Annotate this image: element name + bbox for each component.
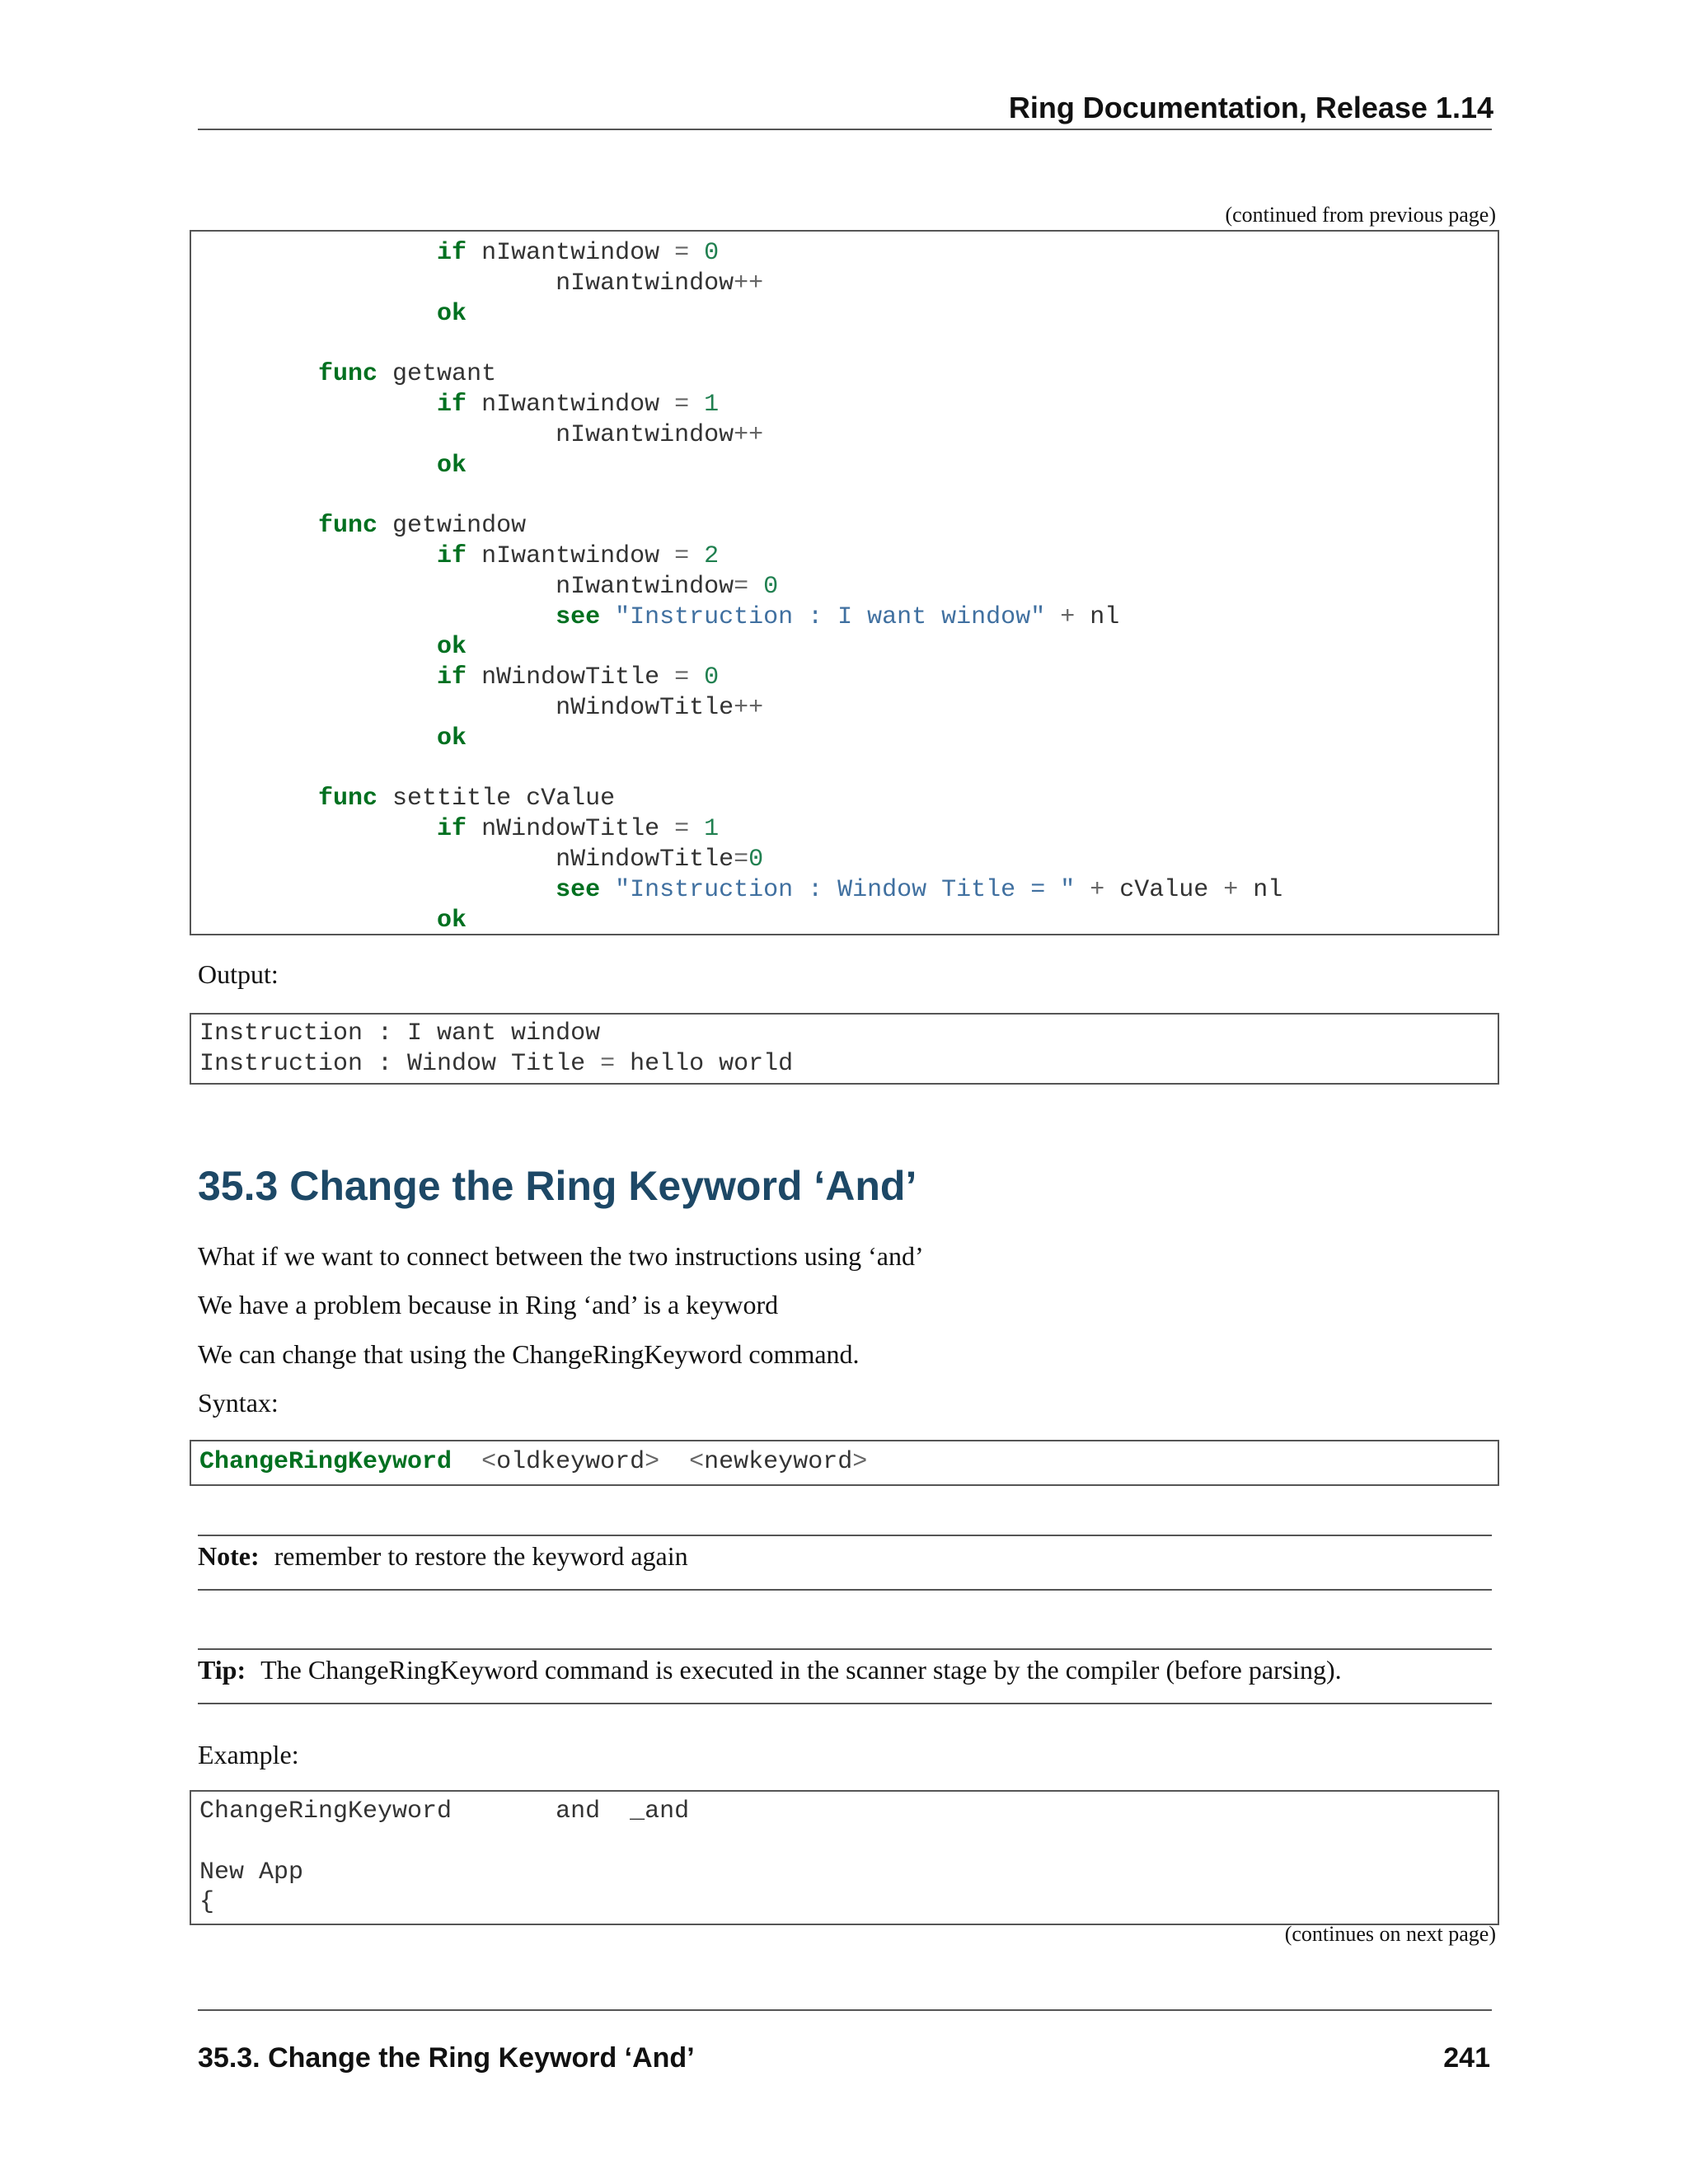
code-operator: ++ bbox=[734, 693, 764, 722]
code-number: 1 bbox=[704, 815, 720, 844]
code-text bbox=[199, 907, 437, 935]
code-keyword: func bbox=[318, 785, 378, 813]
code-line bbox=[199, 876, 1282, 904]
code-text bbox=[199, 603, 556, 631]
code-string: "Instruction : Window Title = " bbox=[615, 875, 1076, 904]
code-text: hello world bbox=[615, 1049, 794, 1078]
code-text bbox=[689, 663, 704, 691]
code-keyword: ok bbox=[437, 451, 467, 480]
code-text bbox=[199, 452, 437, 480]
code-line bbox=[199, 1888, 214, 1916]
output-label: Output: bbox=[198, 959, 279, 989]
paragraph-change-command: We can change that using the ChangeRingKeyword command. bbox=[198, 1339, 860, 1369]
code-text: nl bbox=[1075, 602, 1120, 631]
code-text bbox=[199, 785, 318, 813]
code-line bbox=[199, 360, 496, 388]
code-text: nIwantwindow bbox=[467, 390, 675, 419]
code-operator: = bbox=[734, 572, 749, 601]
header-rule bbox=[198, 129, 1492, 130]
code-text: Instruction : Window Title bbox=[199, 1049, 601, 1078]
code-operator: ++ bbox=[734, 420, 764, 449]
code-text bbox=[199, 663, 437, 691]
continued-from-note: (continued from previous page) bbox=[1225, 203, 1496, 227]
code-text bbox=[199, 360, 318, 388]
code-text bbox=[600, 603, 615, 631]
code-operator: ++ bbox=[734, 269, 764, 298]
code-number: 0 bbox=[763, 572, 779, 601]
code-text bbox=[199, 542, 437, 570]
code-text: getwant bbox=[377, 360, 497, 389]
code-text: New App bbox=[199, 1858, 304, 1886]
example-listing bbox=[191, 1792, 1498, 1918]
code-operator: = bbox=[674, 663, 690, 692]
code-text bbox=[199, 512, 318, 540]
code-text bbox=[199, 391, 437, 419]
running-header-title: Ring Documentation, Release 1.14 bbox=[1008, 91, 1493, 124]
code-operator: = bbox=[674, 390, 690, 419]
code-text: { bbox=[199, 1888, 215, 1917]
tip-label: Tip: bbox=[198, 1655, 246, 1685]
code-keyword: see bbox=[556, 875, 601, 904]
code-line bbox=[199, 573, 778, 601]
code-string: "Instruction : I want window" bbox=[615, 602, 1046, 631]
code-line bbox=[199, 1019, 600, 1047]
code-line bbox=[199, 663, 719, 691]
tip-text: The ChangeRingKeyword command is executed in the scanner stage by the compiler (before parsing). bbox=[260, 1655, 1342, 1685]
code-text: oldkeyword bbox=[496, 1448, 645, 1476]
code-line bbox=[199, 694, 763, 722]
code-listing bbox=[191, 232, 1498, 935]
tip-admonition bbox=[198, 1655, 1492, 1685]
code-text bbox=[689, 391, 704, 419]
code-number: 0 bbox=[704, 239, 720, 267]
code-line bbox=[199, 300, 467, 328]
code-operator: = bbox=[734, 845, 749, 874]
code-keyword: if bbox=[437, 239, 467, 267]
code-keyword: see bbox=[556, 602, 601, 631]
code-operator: + bbox=[1223, 875, 1239, 904]
code-text: Instruction : I want window bbox=[199, 1019, 601, 1047]
code-text bbox=[199, 724, 437, 752]
paragraph-connect-and: What if we want to connect between the two instructions using ‘and’ bbox=[198, 1241, 924, 1271]
code-text bbox=[1075, 876, 1090, 904]
code-operator: > bbox=[645, 1448, 660, 1476]
code-text: ChangeRingKeyword and _and bbox=[199, 1797, 690, 1825]
code-line bbox=[199, 391, 719, 419]
code-text bbox=[199, 239, 437, 267]
code-text bbox=[600, 876, 615, 904]
output-listing bbox=[191, 1015, 1498, 1080]
code-text bbox=[452, 1448, 481, 1476]
note-label: Note: bbox=[198, 1541, 260, 1571]
code-line bbox=[199, 1797, 689, 1825]
code-keyword: if bbox=[437, 663, 467, 692]
code-text bbox=[1045, 603, 1060, 631]
code-operator: < bbox=[689, 1448, 705, 1476]
code-keyword: ok bbox=[437, 906, 467, 935]
code-operator: > bbox=[852, 1448, 868, 1476]
code-text: nIwantwindow bbox=[199, 572, 734, 601]
code-text: nIwantwindow bbox=[467, 541, 675, 570]
code-block-continued bbox=[190, 230, 1499, 935]
code-line bbox=[199, 1448, 867, 1476]
code-line bbox=[199, 785, 615, 813]
syntax-block bbox=[190, 1440, 1499, 1486]
code-text bbox=[199, 815, 437, 843]
code-text: getwindow bbox=[377, 512, 527, 541]
code-keyword: if bbox=[437, 815, 467, 844]
code-keyword: ok bbox=[437, 633, 467, 662]
tip-bottom-rule bbox=[198, 1703, 1492, 1704]
code-keyword: ok bbox=[437, 724, 467, 752]
code-text: nWindowTitle bbox=[467, 663, 675, 692]
code-text bbox=[659, 1448, 689, 1476]
code-text bbox=[199, 633, 437, 661]
code-line bbox=[199, 815, 719, 843]
code-operator: + bbox=[1090, 875, 1105, 904]
code-line bbox=[199, 633, 467, 661]
code-line bbox=[199, 907, 467, 935]
section-heading: 35.3 Change the Ring Keyword ‘And’ bbox=[198, 1163, 917, 1209]
code-text bbox=[689, 239, 704, 267]
continues-on-note: (continues on next page) bbox=[1284, 1922, 1496, 1946]
code-text bbox=[748, 573, 763, 601]
code-keyword: ok bbox=[437, 299, 467, 328]
code-line bbox=[199, 239, 719, 267]
code-number: 1 bbox=[704, 390, 720, 419]
footer-section-title: 35.3. Change the Ring Keyword ‘And’ bbox=[198, 2042, 695, 2074]
output-block bbox=[190, 1013, 1499, 1085]
note-top-rule bbox=[198, 1535, 1492, 1536]
code-text: cValue bbox=[1104, 875, 1224, 904]
code-number: 0 bbox=[748, 845, 764, 874]
code-line bbox=[199, 421, 763, 449]
code-keyword: func bbox=[318, 512, 378, 541]
code-line bbox=[199, 603, 1119, 631]
note-admonition bbox=[198, 1541, 1492, 1572]
code-operator: + bbox=[1060, 602, 1076, 631]
code-operator: = bbox=[600, 1049, 616, 1078]
code-operator: < bbox=[481, 1448, 497, 1476]
note-bottom-rule bbox=[198, 1589, 1492, 1591]
code-operator: = bbox=[674, 541, 690, 570]
footer-rule bbox=[198, 2009, 1492, 2011]
code-line bbox=[199, 724, 467, 752]
code-number: 0 bbox=[704, 663, 720, 692]
code-line bbox=[199, 452, 467, 480]
note-text: remember to restore the keyword again bbox=[274, 1541, 688, 1571]
example-block bbox=[190, 1790, 1499, 1925]
code-line bbox=[199, 1858, 303, 1886]
code-text: nIwantwindow bbox=[199, 269, 734, 298]
syntax-listing bbox=[191, 1441, 1498, 1478]
code-text bbox=[199, 876, 556, 904]
code-line bbox=[199, 542, 719, 570]
code-line bbox=[199, 846, 763, 874]
code-line bbox=[199, 269, 763, 298]
code-keyword: if bbox=[437, 541, 467, 570]
code-text: nIwantwindow bbox=[467, 239, 675, 267]
example-label: Example: bbox=[198, 1740, 299, 1769]
code-keyword: if bbox=[437, 390, 467, 419]
code-text: settitle cValue bbox=[377, 785, 616, 813]
code-line bbox=[199, 1050, 793, 1078]
code-text: nWindowTitle bbox=[467, 815, 675, 844]
code-text bbox=[199, 300, 437, 328]
code-keyword: func bbox=[318, 360, 378, 389]
code-text: newkeyword bbox=[704, 1448, 853, 1476]
code-text bbox=[689, 815, 704, 843]
code-line bbox=[199, 512, 526, 540]
code-operator: = bbox=[674, 239, 690, 267]
paragraph-and-keyword: We have a problem because in Ring ‘and’ is a keyword bbox=[198, 1290, 779, 1319]
code-keyword: ChangeRingKeyword bbox=[199, 1448, 452, 1476]
code-operator: = bbox=[674, 815, 690, 844]
code-text: nWindowTitle bbox=[199, 693, 734, 722]
page-number: 241 bbox=[1443, 2042, 1490, 2074]
code-text: nl bbox=[1238, 875, 1283, 904]
syntax-label: Syntax: bbox=[198, 1388, 279, 1418]
code-number: 2 bbox=[704, 541, 720, 570]
tip-top-rule bbox=[198, 1648, 1492, 1650]
code-text bbox=[689, 542, 704, 570]
code-text: nWindowTitle bbox=[199, 845, 734, 874]
code-text: nIwantwindow bbox=[199, 420, 734, 449]
